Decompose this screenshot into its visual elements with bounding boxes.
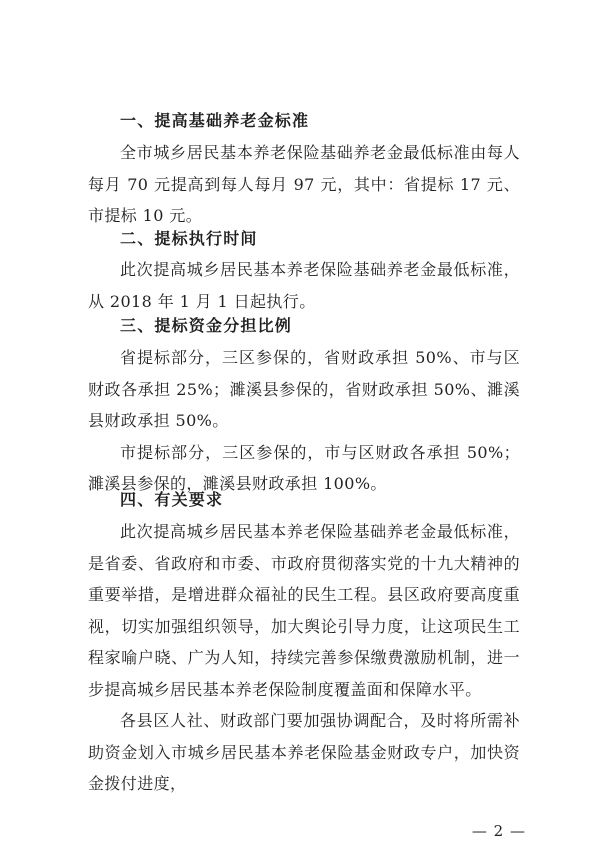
paragraph: 全市城乡居民基本养老保险基础养老金最低标准由每人每月 70 元提高到每人每月 97 元，其中：省提标 17 元、市提标 10 元。 [88, 143, 520, 225]
section-body-3 [88, 342, 520, 500]
section-heading-1: 一、提高基础养老金标准 [120, 111, 310, 130]
paragraph: 省提标部分，三区参保的，省财政承担 50%、市与区财政各承担 25%；濉溪县参保的，省财政承担 50%、濉溪县财政承担 50%。 [88, 348, 520, 430]
paragraph: 市提标部分，三区参保的，市与区财政各承担 50%；濉溪县参保的，濉溪县财政承担 100%。 [88, 442, 520, 493]
page-number: — 2 — [471, 822, 526, 840]
section-heading-3: 三、提标资金分担比例 [120, 316, 293, 335]
paragraph: 各县区人社、财政部门要加强协调配合，及时将所需补助资金划入市城乡居民基本养老保险基金财政专户，加快资金拨付进度， [88, 711, 520, 793]
section-body-1 [88, 137, 520, 232]
section-heading-2: 二、提标执行时间 [120, 229, 258, 248]
paragraph: 此次提高城乡居民基本养老保险基础养老金最低标准，从 2018 年 1 月 1 日起执行。 [88, 260, 520, 311]
paragraph: 此次提高城乡居民基本养老保险基础养老金最低标准，是省委、省政府和市委、市政府贯彻落实党的十九大精神的重要举措，是增进群众福祉的民生工程。县区政府要高度重视，切实加强组织领导，加大舆论引导力度，让这项民生工程家喻户晓、广为人知，持续完善参保缴费激励机制，进一步提高城乡居民基本养老保险制度覆盖面和保障水平。 [88, 522, 520, 699]
section-heading-4: 四、有关要求 [120, 490, 224, 509]
section-body-4 [88, 516, 520, 800]
section-body-2 [88, 254, 520, 317]
